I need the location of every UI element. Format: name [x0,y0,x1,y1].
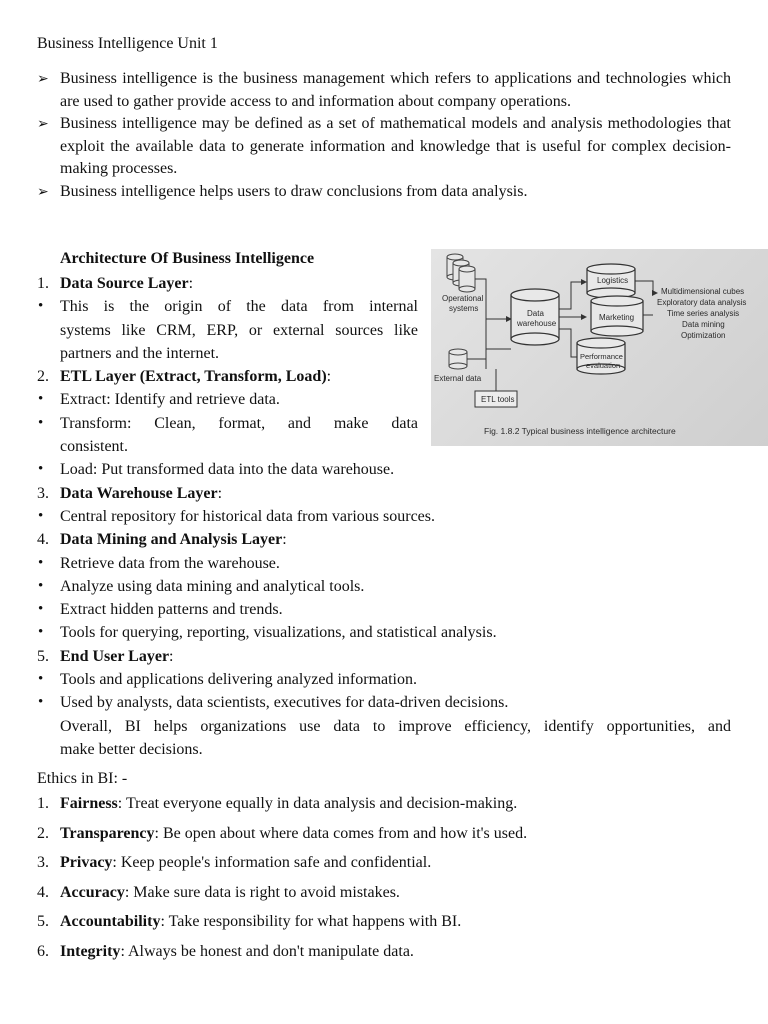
line-text [60,621,497,644]
line-text [60,388,280,411]
section-title: Data Warehouse Layer [60,484,218,502]
list-number: 5. [37,647,49,665]
data-warehouse-label: Data [527,309,544,318]
arrow-bullet-icon: ➢ [37,116,49,132]
intro-item: ➢ Business intelligence is the business management which refers to applications and technologies which are used to gather provide access to and information about company operations. [37,70,731,110]
bullet-marker: • [38,461,44,478]
section-title: Data Mining and Analysis Layer [60,531,283,549]
bullet-marker: • [38,577,44,594]
architecture-line [37,715,731,738]
line-text-content: : [217,484,223,502]
line-text [60,552,280,575]
line-text [60,645,174,668]
line-text-content: Transform: Clean, format, and make data [60,414,418,432]
architecture-line [37,621,731,644]
line-text [60,668,417,691]
list-number: 1. [37,795,49,812]
numbered-section-item [37,482,731,505]
data-warehouse-label-2: warehouse [517,319,557,328]
operational-systems-label: Operational [442,294,484,303]
logistics-label: Logistics [597,276,629,285]
architecture-diagram [431,249,768,446]
line-text [60,598,283,621]
ethics-description: : Treat everyone equally in data analysis and decision-making. [117,795,518,812]
line-text [60,342,219,365]
numbered-section-item [37,528,731,551]
section-title: End User Layer [60,647,170,665]
line-text-content: Tools and applications delivering analyzed information. [60,671,417,689]
list-number: 5. [37,913,49,930]
ethics-item [37,852,731,882]
line-text [60,365,331,388]
line-text-content: Overall, BI helps organizations use data to improve efficiency, identify opportunities, and [60,717,731,735]
bullet-marker: • [38,601,44,618]
section-title: Data Source Layer [60,275,189,292]
line-text-content: Tools for querying, reporting, visualizations, and statistical analysis. [60,624,497,642]
architecture-line [37,505,731,528]
external-data-label: External data [434,374,482,383]
line-text-content: Analyze using data mining and analytical tools. [60,577,365,595]
line-text-content: : [188,275,194,292]
intro-item: ➢ Business intelligence helps users to draw conclusions from data analysis. [37,181,731,204]
architecture-line [37,598,731,621]
line-text-content: Central repository for historical data from various sources. [60,507,435,525]
line-text [60,715,731,738]
line-text [60,505,435,528]
ethics-description: : Take responsibility for what happens with BI. [160,913,462,930]
arrow-bullet-icon: ➢ [37,71,49,87]
figure-caption: Fig. 1.8.2 Typical business intelligence architecture [484,426,676,436]
analysis-item: Time series analysis [667,309,740,318]
line-text-content: partners and the internet. [60,344,220,362]
bullet-marker: • [38,507,44,524]
ethics-term: Accuracy [60,883,125,901]
line-text-content: Used by analysts, data scientists, executives for data-driven decisions. [60,694,509,712]
list-number: 1. [37,275,49,292]
ethics-text [60,793,517,815]
page-title: Business Intelligence Unit 1 [37,35,218,52]
list-number: 6. [37,942,49,960]
bullet-marker: • [38,624,44,641]
ethics-term: Integrity [60,942,121,960]
ethics-term: Fairness [60,795,118,812]
intro-list [37,68,731,203]
architecture-line [37,458,731,481]
line-text [60,319,418,342]
section-title: ETL Layer (Extract, Transform, Load) [60,368,327,386]
ethics-description: : Be open about where data comes from and how it's used. [154,824,528,842]
bullet-marker: • [38,391,44,408]
architecture-line [37,575,731,598]
ethics-term: Transparency [60,824,155,842]
line-text-content: make better decisions. [60,740,203,758]
line-text [60,412,418,435]
list-number: 4. [37,883,49,901]
line-text-content: Extract: Identify and retrieve data. [60,391,280,409]
line-text [60,295,418,318]
ethics-term: Privacy [60,854,113,871]
numbered-section-item [37,645,731,668]
bullet-marker: • [38,298,44,315]
ethics-text [60,941,414,963]
ethics-description: : Keep people's information safe and confidential. [112,854,432,871]
ethics-description: : Make sure data is right to avoid mistakes. [124,883,400,901]
analysis-item: Optimization [681,331,726,340]
architecture-line [37,691,731,714]
architecture-figure [431,249,768,446]
list-number: 3. [37,484,49,502]
bullet-marker: • [38,694,44,711]
ethics-item [37,793,731,823]
line-text-content: consistent. [60,438,128,456]
ethics-heading: Ethics in BI: - [37,770,128,787]
ethics-text [60,882,400,904]
analysis-item: Data mining [682,320,725,329]
line-text-content: Load: Put transformed data into the data warehouse. [60,461,395,479]
list-number: 2. [37,368,49,386]
bullet-marker: • [38,671,44,688]
external-data-db-icon [449,349,467,369]
ethics-description: : Always be honest and don't manipulate data. [120,942,414,960]
line-text-content: This is the origin of the data from internal [60,298,418,316]
architecture-line [37,552,731,575]
line-text [60,458,394,481]
line-text-content: Extract hidden patterns and trends. [60,601,283,619]
ethics-item [37,882,731,912]
marketing-label: Marketing [599,313,635,322]
ethics-text [60,911,461,933]
bullet-marker: • [38,414,44,431]
bullet-marker: • [38,554,44,571]
etl-tools-label: ETL tools [481,395,515,404]
ethics-text [60,852,431,874]
line-text-content: : [282,531,287,549]
ethics-text [60,823,527,845]
ethics-item [37,823,731,853]
ethics-item [37,941,731,971]
performance-evaluation-label-2: evaluation [586,361,621,370]
analysis-item: Exploratory data analysis [657,298,747,307]
line-text [60,482,222,505]
intro-item: ➢ Business intelligence may be defined as a set of mathematical models and analysis methodologies that exploit the available data to generate information and knowledge that is useful for complex decision-making processes. [37,115,731,177]
line-text [60,738,203,761]
line-text [60,691,508,714]
arrow-bullet-icon: ➢ [37,183,49,200]
database-stack-icon [447,254,475,292]
line-text [60,435,128,458]
ethics-item [37,911,731,941]
architecture-line [37,668,731,691]
analysis-tools-list [657,287,746,340]
line-text [60,528,287,551]
architecture-heading: Architecture Of Business Intelligence [60,250,315,267]
performance-evaluation-label: Performance [580,352,623,361]
line-text-content: : [169,647,174,665]
line-text-content: : [326,368,332,386]
ethics-term: Accountability [60,913,161,930]
line-text-content: systems like CRM, ERP, or external sources like [60,321,418,339]
analysis-item: Multidimensional cubes [661,287,745,296]
ethics-list [37,793,731,970]
line-text [60,575,364,598]
list-number: 3. [37,854,49,871]
architecture-line [37,738,731,761]
list-number: 4. [37,531,49,549]
operational-systems-label-2: systems [449,304,479,313]
line-text-content: Retrieve data from the warehouse. [60,554,280,572]
list-number: 2. [37,824,49,842]
line-text [60,272,193,295]
